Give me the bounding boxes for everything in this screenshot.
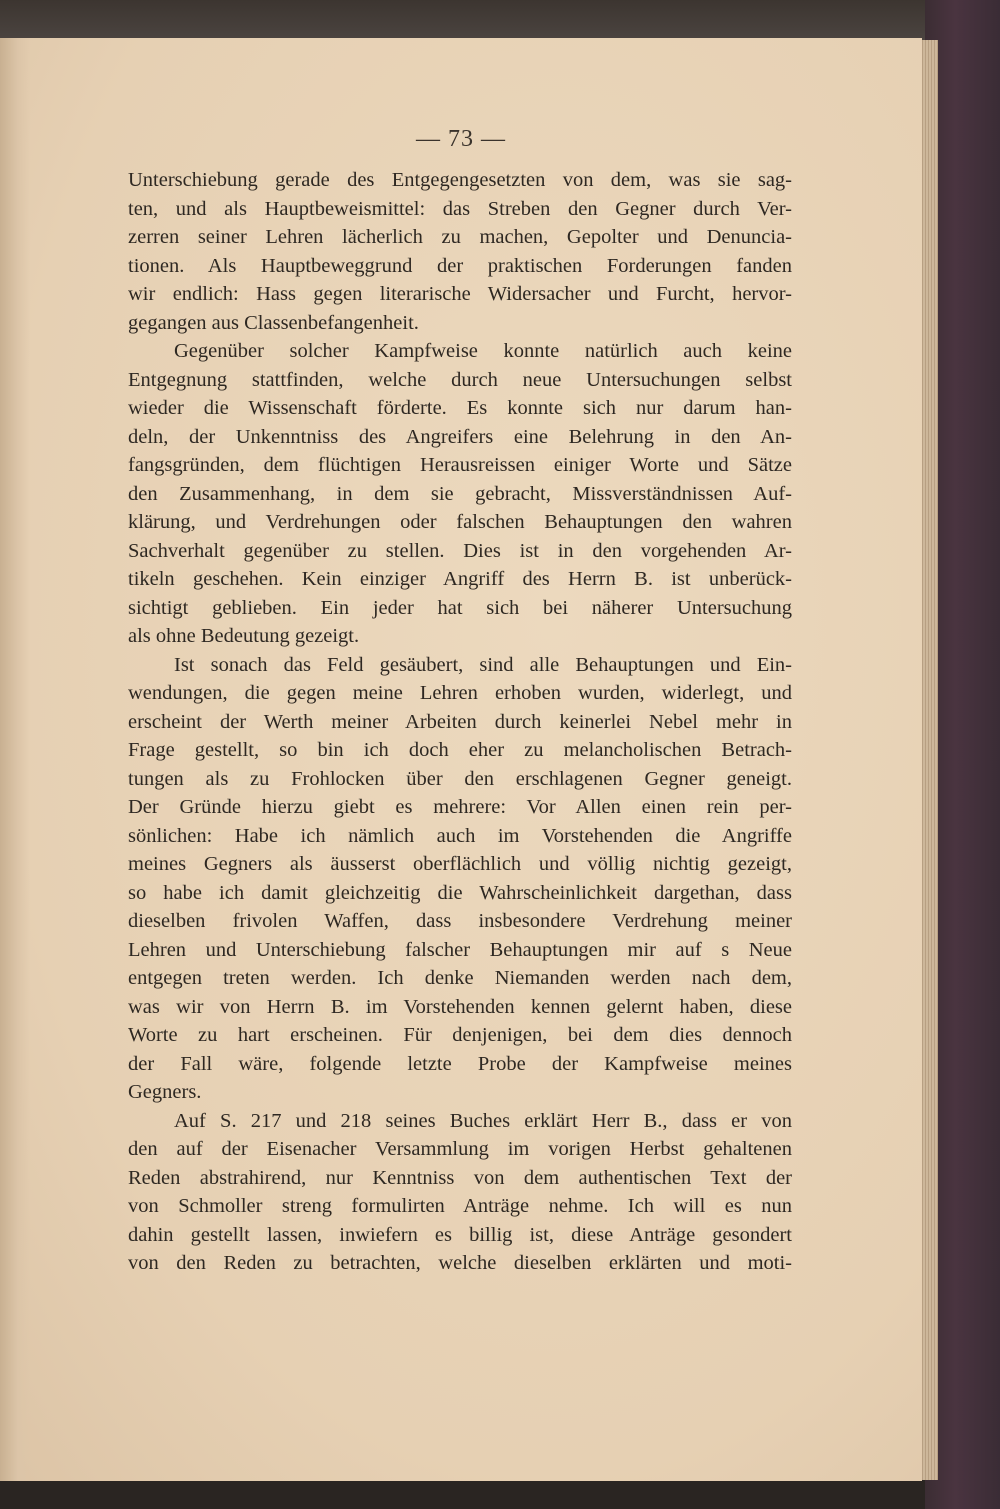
text-line: Frage gestellt, so bin ich doch eher zu melancholischen Betrach- xyxy=(128,739,792,761)
text-line: ten, und als Hauptbeweismittel: das Streben den Gegner durch Ver- xyxy=(128,197,792,220)
text-line: Gegners. xyxy=(128,1081,202,1103)
text-line: Gegenüber solcher Kampfweise konnte natürlich auch keine xyxy=(174,340,792,362)
text-line: von Schmoller streng formulirten Anträge nehme. Ich will es nun xyxy=(128,1195,792,1217)
page-number: — 73 — xyxy=(416,126,506,152)
text-line: tungen als zu Frohlocken über den erschlagenen Gegner geneigt. xyxy=(128,767,792,790)
text-line: Lehren und Unterschiebung falscher Behauptungen mir auf s Neue xyxy=(128,938,792,961)
text-line: erscheint der Werth meiner Arbeiten durch keinerlei Nebel mehr in xyxy=(128,710,792,733)
text-line: Worte zu hart erscheinen. Für denjenigen, bei dem dies dennoch xyxy=(128,1024,792,1046)
text-line: Unterschiebung gerade des Entgegengesetzten von dem, was sie sag- xyxy=(128,169,792,191)
page-gutter xyxy=(0,38,30,1481)
text-line: deln, der Unkenntniss des Angreifers eine Belehrung in den An- xyxy=(128,425,792,448)
text-line: sichtigt geblieben. Ein jeder hat sich bei näherer Untersuchung xyxy=(128,596,792,619)
text-line: entgegen treten werden. Ich denke Niemanden werden nach dem, xyxy=(128,967,792,989)
text-line: meines Gegners als äusserst oberflächlich und völlig nichtig gezeigt, xyxy=(128,853,792,875)
text-line: Ist sonach das Feld gesäubert, sind alle Behauptungen und Ein- xyxy=(174,653,792,676)
text-line: was wir von Herrn B. im Vorstehenden kennen gelernt haben, diese xyxy=(128,995,792,1018)
text-line: tikeln geschehen. Kein einziger Angriff des Herrn B. ist unberück- xyxy=(128,568,792,590)
text-line: Sachverhalt gegenüber zu stellen. Dies ist in den vorgehenden Ar- xyxy=(128,539,792,562)
text-line: Entgegnung stattfinden, welche durch neue Untersuchungen selbst xyxy=(128,368,792,391)
text-line: wendungen, die gegen meine Lehren erhoben wurden, widerlegt, und xyxy=(128,682,792,704)
text-line: tionen. Als Hauptbeweggrund der praktischen Forderungen fanden xyxy=(128,254,792,277)
text-line: den Zusammenhang, in dem sie gebracht, Missverständnissen Auf- xyxy=(128,482,792,505)
book-page xyxy=(0,38,922,1481)
text-line: den auf der Eisenacher Versammlung im vorigen Herbst gehaltenen xyxy=(128,1138,792,1160)
text-line: als ohne Bedeutung gezeigt. xyxy=(128,625,360,647)
text-line: fangsgründen, dem flüchtigen Herausreissen einiger Worte und Sätze xyxy=(128,454,792,476)
text-line: klärung, und Verdrehungen oder falschen Behauptungen den wahren xyxy=(128,511,792,533)
text-line: gegangen aus Classenbefangenheit. xyxy=(128,311,419,334)
body-text xyxy=(128,166,792,1278)
text-line: der Fall wäre, folgende letzte Probe der Kampfweise meines xyxy=(128,1052,792,1075)
text-line: so habe ich damit gleichzeitig die Wahrscheinlichkeit dargethan, dass xyxy=(128,881,792,904)
text-line: Reden abstrahirend, nur Kenntniss von dem authentischen Text der xyxy=(128,1166,792,1189)
text-line: zerren seiner Lehren lächerlich zu machen, Gepolter und Denuncia- xyxy=(128,226,792,248)
text-line: wieder die Wissenschaft förderte. Es konnte sich nur darum han- xyxy=(128,397,792,419)
page-edges xyxy=(920,40,938,1480)
book-cover-top xyxy=(0,0,1000,40)
text-line: wir endlich: Hass gegen literarische Widersacher und Furcht, hervor- xyxy=(128,283,792,305)
text-line: dahin gestellt lassen, inwiefern es billig ist, diese Anträge gesondert xyxy=(128,1223,792,1246)
text-line: von den Reden zu betrachten, welche dieselben erklärten und moti- xyxy=(128,1252,792,1274)
text-line: Auf S. 217 und 218 seines Buches erklärt Herr B., dass er von xyxy=(174,1109,792,1132)
text-line: Der Gründe hierzu giebt es mehrere: Vor Allen einen rein per- xyxy=(128,796,792,818)
text-line: dieselben frivolen Waffen, dass insbesondere Verdrehung meiner xyxy=(128,910,792,932)
text-line: sönlichen: Habe ich nämlich auch im Vorstehenden die Angriffe xyxy=(128,824,792,847)
